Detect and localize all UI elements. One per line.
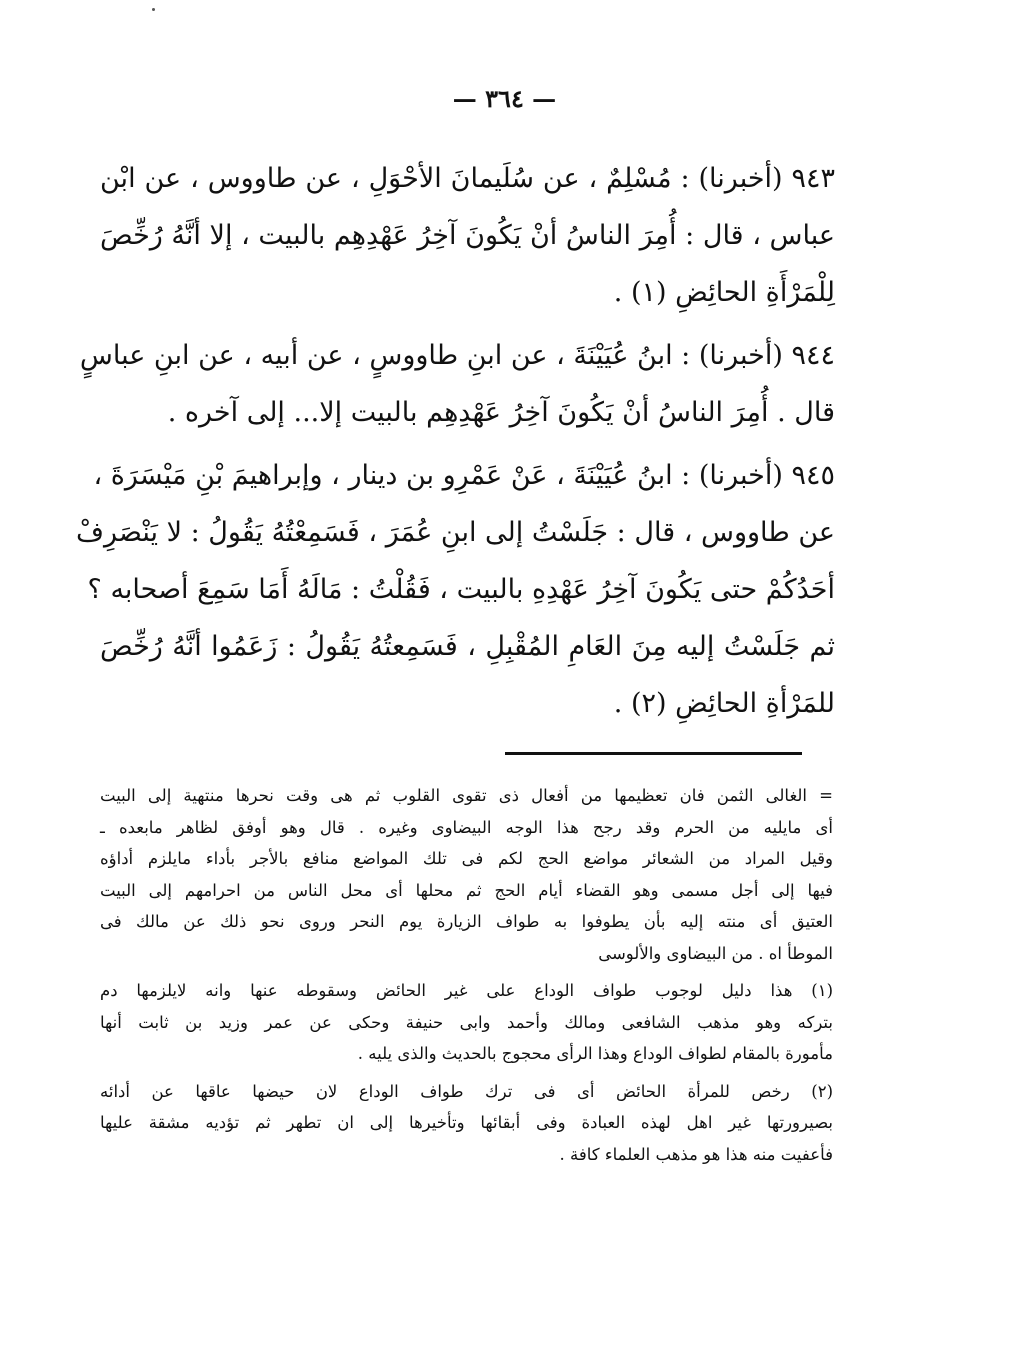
footnote-line: فأعفيت منه هذا هو مذهب العلماء كافة . [559,1144,833,1164]
hadith-944 [79,327,835,441]
footnote-2 [100,1076,833,1171]
hadith-945 [76,447,835,732]
footnote-line: أى مايليه من الحرم وقد رجح هذا الوجه البيضاوى وغيره . قال وهو أوفق لظاهر مابعده ـ [100,817,833,837]
text-line: ٩٤٣ (أخبرنا) : مُسْلِمٌ ، عن سُلَيمانَ الأحْوَلِ ، عن طاووس ، عن ابْن [100,163,835,194]
footnote-line: بصيرورتها غير اهل لهذه العبادة وفى أبقائها وتأخيرها إلى ان تطهر ثم تؤديه مشقة عليها [100,1113,833,1132]
footnote-line: الموطأ اه . من البيضاوى والألوسى [598,943,833,963]
hadith-text-block [76,150,835,738]
text-line: ٩٤٥ (أخبرنا) : ابنُ عُيَيْنَةَ ، عَنْ عَمْرِو بن دينار ، وإبراهيمَ بْنِ مَيْسَرَةَ ، [93,460,835,491]
hadith-943 [100,150,835,321]
text-line: عباس ، قال : أُمِرَ الناسُ أنْ يَكُونَ آخِرُ عَهْدِهِم بالبيت ، إلا أنَّهُ رُخِّصَ [100,220,835,251]
footnote-line: مأمورة بالمقام لطواف الوداع وهذا الرأى محجوج بالحديث والذى يليه . [357,1044,833,1063]
footnote-line: (١) هذا دليل لوجوب طواف الوداع على غير الحائض وسقوطه عنها وانه لايلزمها دم [100,981,833,1000]
footnote-line: العتيق أى منته إليه بأن يطوفوا به طواف الزيارة يوم النحر وروى نحو ذلك عن مالك فى [100,912,833,931]
footnote-line: (٢) رخص للمرأة الحائض أى فى ترك طواف الوداع لان حيضها عاقها عن أدائه [100,1081,833,1101]
scan-speck [152,8,155,11]
footnote-1 [100,975,833,1070]
footnote-line: بتركه وهو مذهب الشافعى ومالك وأحمد وابى حنيفة وحكى عن عمر وزيد بن ثابت أنها [100,1012,833,1032]
text-line: لِلْمَرْأَةِ الحائِضِ (١) . [613,277,835,308]
text-line: ثم جَلَسْتُ إليه مِنَ العَامِ المُقْبِلِ ، فَسَمِعتُهُ يَقُولُ : زَعَمُوا أنَّهُ رُخِّصَ [100,631,835,662]
text-line: للمَرْأةِ الحائِضِ (٢) . [613,688,835,719]
text-line: عن طاووس ، قال : جَلَسْتُ إلى ابنِ عُمَرَ ، فَسَمِعْتُهُ يَقُولُ : لا يَنْصَرِفْ [76,517,835,548]
footnote-continued [100,780,833,969]
footnote-divider [505,752,802,755]
footnote-line: فيها إلى أجل مسمى وهو القضاء أيام الحج ثم محلها أى محل الناس من احرامهم إلى البيت [100,880,833,900]
footnote-line: = الغالى الثمن فان تعظيمها من أفعال ذى تقوى القلوب ثم هى وقت نحرها منتهية إلى البيت [100,786,833,805]
text-line: ٩٤٤ (أخبرنا) : ابنُ عُيَيْنَةَ ، عن ابنِ طاووسٍ ، عن أبيه ، عن ابنِ عباسٍ [79,340,835,371]
footnotes-block [100,780,833,1176]
page-number: — ٣٦٤ — [452,84,557,113]
footnote-line: وقيل المراد من الشعائر مواضع الحج لكم فى تلك المواضع منافع بالأجر بأداء مايلزم أداؤه [100,849,833,868]
text-line: قال . أُمِرَ الناسُ أنْ يَكُونَ آخِرُ عَهْدِهِم بالبيت إلا... إلى آخره . [167,397,835,428]
text-line: أحَدُكُمْ حتى يَكُونَ آخِرُ عَهْدِهِ بالبيت ، فَقُلْتُ : مَالَهُ أَمَا سَمِعَ أصحابه ؟ [87,574,835,605]
